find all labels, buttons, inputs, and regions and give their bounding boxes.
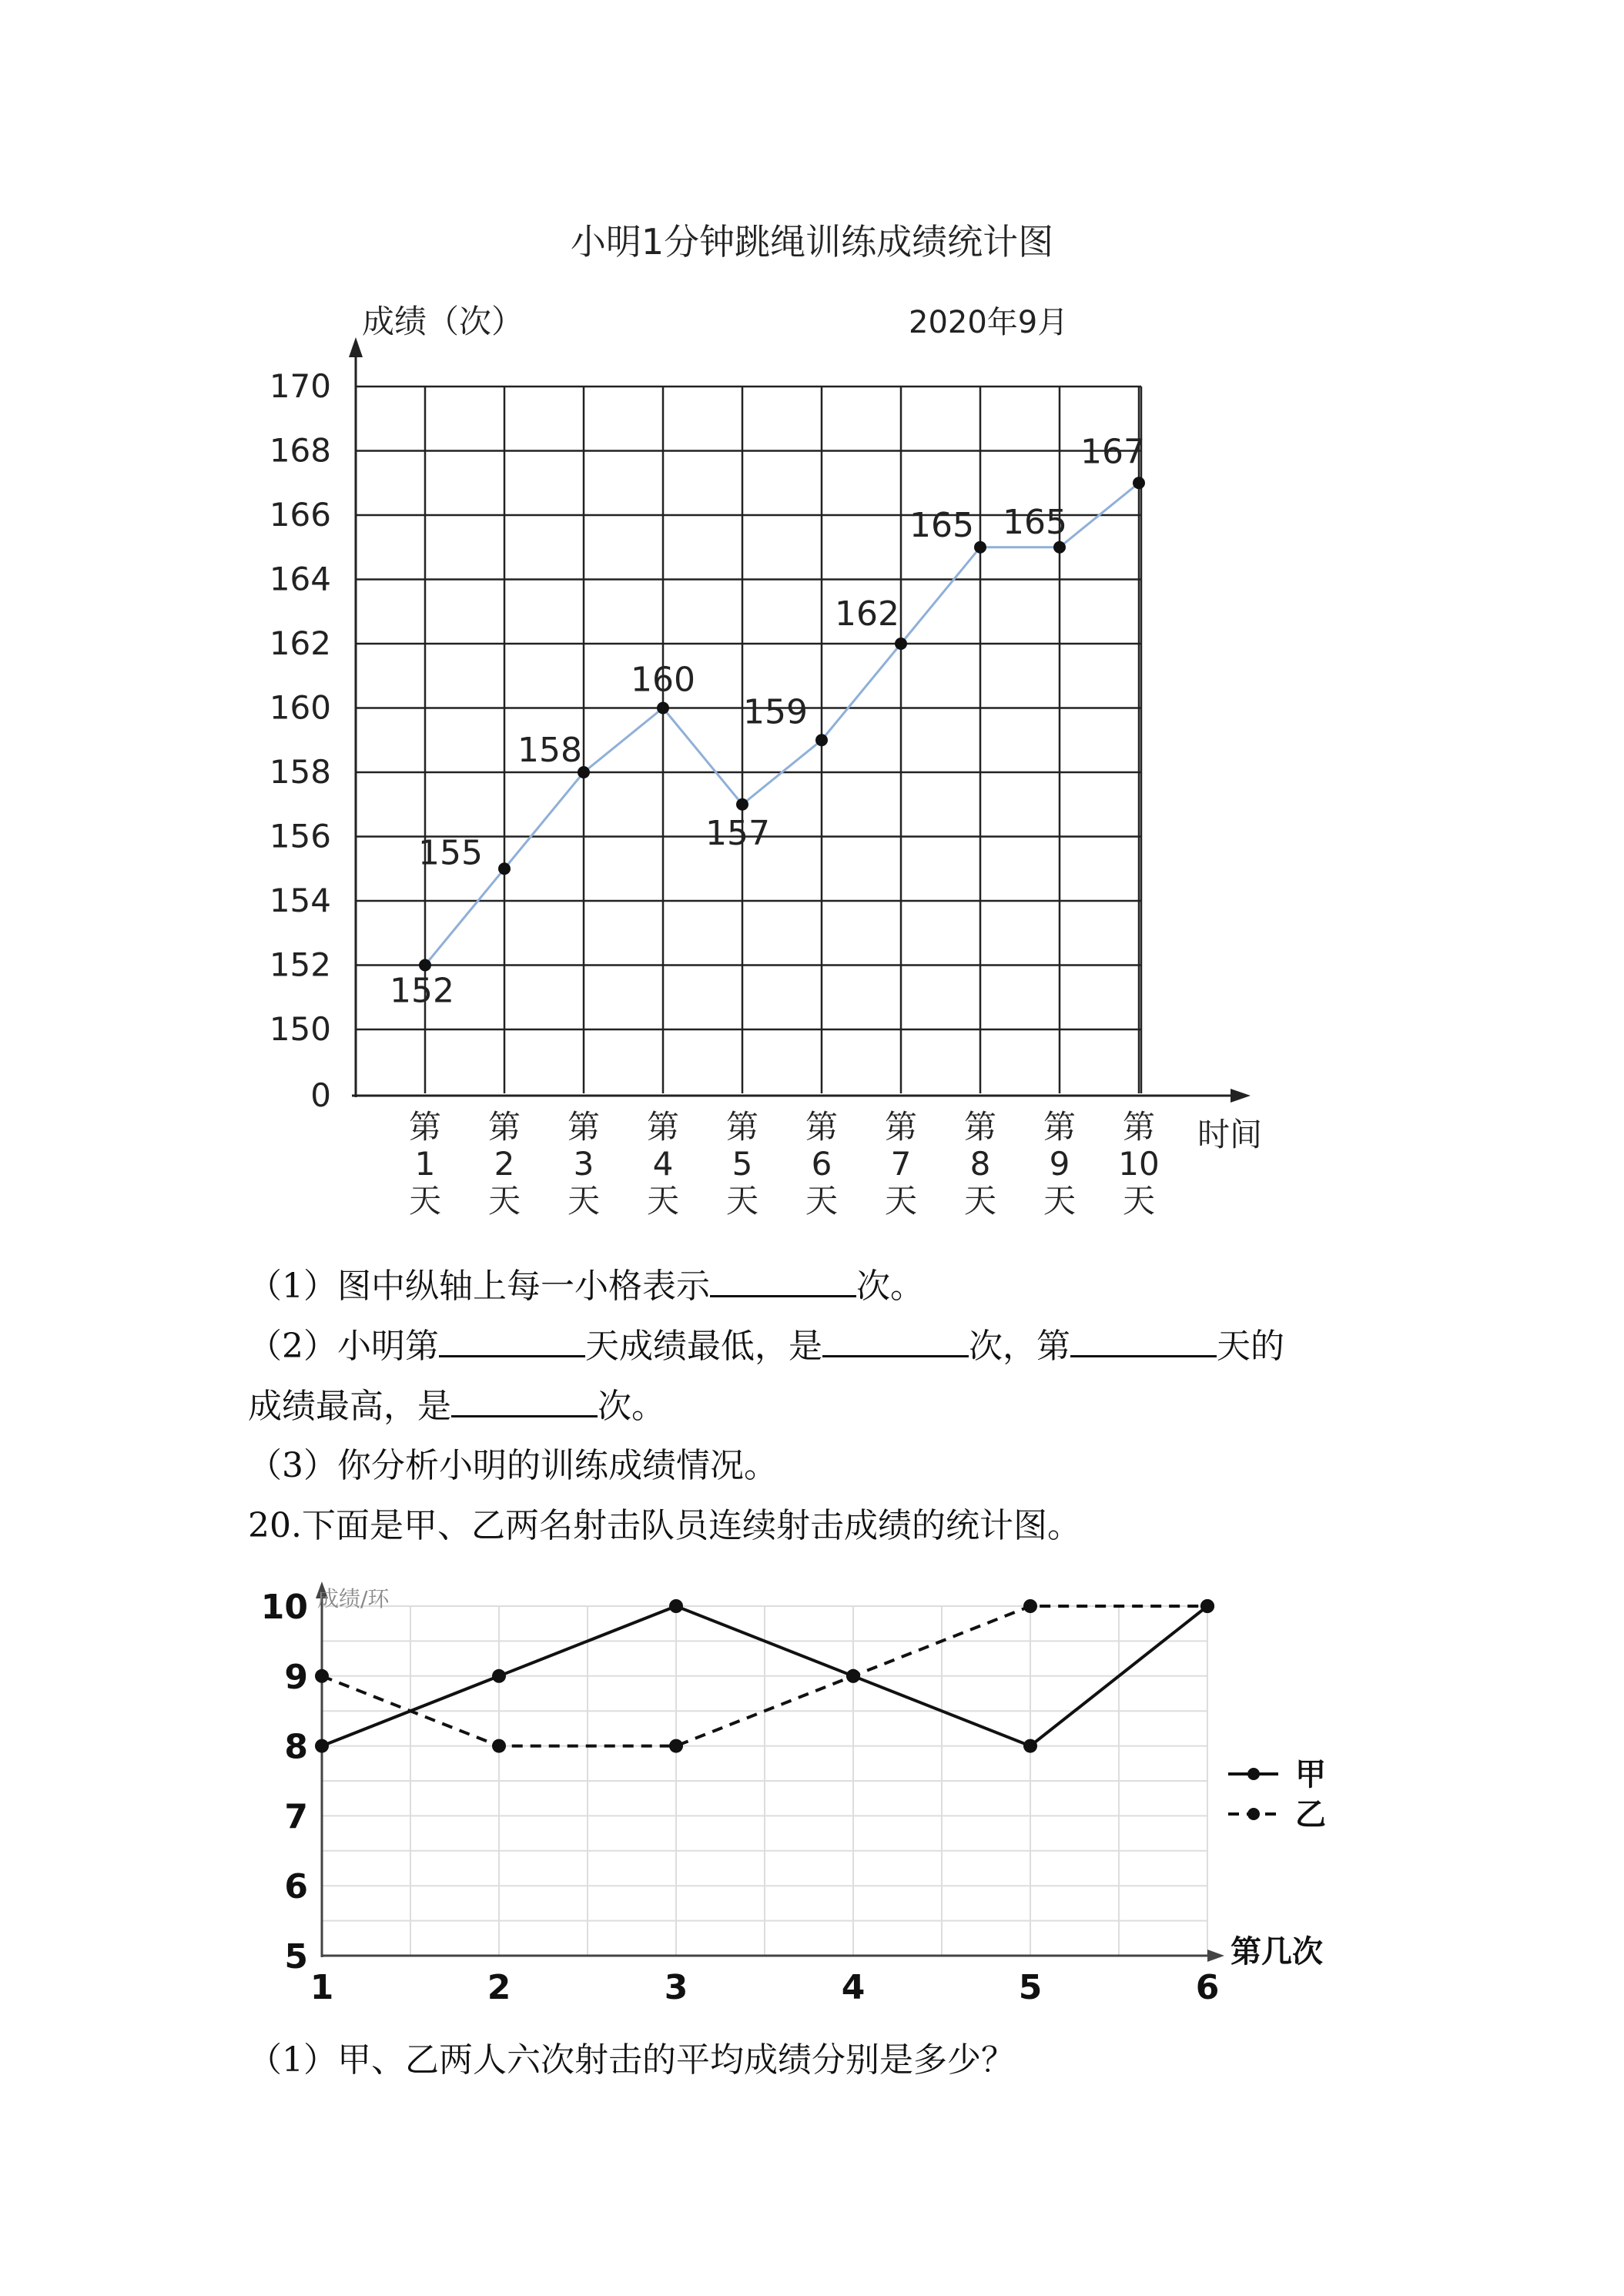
chart1-x-tick-label: 6 (811, 1145, 832, 1183)
chart1-data-point (1053, 541, 1066, 554)
chart1-x-tick-label: 天 (884, 1182, 918, 1220)
chart1-data-label: 158 (517, 731, 582, 770)
chart2-x-tick-label: 6 (1195, 1968, 1220, 2007)
chart1-y-tick-label: 154 (269, 882, 331, 919)
chart1-title: 小明1分钟跳绳训练成绩统计图 (570, 221, 1054, 263)
chart1-x-tick-label: 第 (805, 1108, 839, 1146)
chart1-y-tick-label: 168 (269, 431, 331, 470)
chart1-x-tick-label: 第 (963, 1108, 997, 1146)
chart1-data-label: 159 (743, 692, 808, 732)
chart1-x-tick-label: 第 (725, 1108, 759, 1146)
chart2-legend-label: 甲 (1295, 1757, 1326, 1792)
chart1-x-tick-label: 天 (408, 1182, 442, 1220)
chart1-x-tick-label: 第 (884, 1108, 918, 1146)
chart1-y-tick-label: 156 (269, 817, 331, 855)
chart2-y-tick-label: 10 (260, 1588, 308, 1627)
chart1-data-point (498, 862, 511, 875)
chart1-x-tick-label: 2 (494, 1145, 515, 1183)
question-20-1: （1）甲、乙两人六次射击的平均成绩分别是多少？ (248, 2040, 1015, 2080)
question-20: 20.下面是甲、乙两名射击队员连续射击成绩的统计图。 (248, 1506, 1081, 1545)
question-2-text: 天的 (1217, 1327, 1284, 1366)
chart1-data-label: 162 (835, 594, 899, 634)
chart1-x-tick-label: 第 (487, 1108, 521, 1146)
chart1-y-tick-label: 158 (269, 753, 331, 791)
chart2-legend (1228, 1757, 1326, 1832)
question-2-text: 成绩最高，是 (248, 1387, 451, 1426)
chart2-data-point-乙 (1023, 1599, 1037, 1613)
chart1-data-point (736, 798, 748, 811)
chart2-x-axis-label: 第几次 (1231, 1934, 1323, 1970)
chart1-y-tick-label: 150 (269, 1010, 331, 1048)
chart1-data-labels (390, 432, 1145, 1010)
chart1-data-label: 165 (1003, 502, 1067, 542)
chart2-grid (322, 1606, 1207, 1956)
chart2-y-tick-label: 7 (284, 1797, 308, 1837)
chart1-x-tick-label: 10 (1118, 1145, 1160, 1183)
chart1-x-tick-label: 第 (1122, 1108, 1156, 1146)
chart2-data-point-乙 (669, 1739, 683, 1753)
chart1-x-tick-label: 天 (567, 1182, 601, 1220)
answer-blank[interactable] (451, 1381, 598, 1417)
chart2-data-point-甲 (669, 1599, 683, 1613)
chart2-legend-marker (1247, 1808, 1260, 1820)
chart1-x-tick-label: 1 (414, 1145, 436, 1183)
chart1-y-tick-label: 162 (269, 624, 331, 662)
chart2-x-tick-label: 1 (310, 1968, 334, 2007)
chart2-data-point-乙 (492, 1739, 506, 1753)
chart2-x-arrow (1207, 1950, 1224, 1962)
chart1-y-tick-label: 166 (269, 496, 331, 534)
chart1-x-tick-label: 天 (487, 1182, 521, 1220)
chart1-x-tick-label: 第 (408, 1108, 442, 1146)
chart1-data-label: 167 (1080, 432, 1145, 472)
question-1-suffix: 次。 (856, 1267, 924, 1306)
chart1-grid (356, 387, 1141, 1093)
chart1-x-tick-label: 第 (646, 1108, 680, 1146)
chart1-data-point (1133, 477, 1145, 489)
chart2-data-point-乙 (315, 1669, 329, 1683)
question-2-line-2 (248, 1381, 665, 1430)
chart1-data-label: 160 (631, 660, 695, 700)
chart1-y-arrow (349, 337, 363, 357)
chart2-y-ticks (261, 1588, 308, 1976)
chart1-x-axis-label: 时间 (1197, 1116, 1263, 1153)
chart1-x-tick-label: 5 (732, 1145, 753, 1183)
question-2-text: 次，第 (969, 1327, 1070, 1366)
chart1-x-tick-label: 天 (805, 1182, 839, 1220)
chart2-x-tick-label: 2 (487, 1968, 511, 2007)
shooting-line-chart (0, 1571, 1624, 2033)
chart2-x-tick-label: 3 (664, 1968, 688, 2007)
chart1-data-label: 155 (418, 833, 483, 873)
chart1-y-tick-label: 152 (269, 946, 331, 984)
chart2-data-point-乙 (1200, 1599, 1214, 1613)
chart2-y-tick-label: 9 (284, 1657, 308, 1697)
question-2-line-1 (248, 1321, 1284, 1370)
chart2-axes (316, 1581, 1224, 1962)
chart1-x-tick-label: 7 (890, 1145, 912, 1183)
chart2-data-point-甲 (1023, 1739, 1037, 1753)
chart1-y-axis-label: 成绩（次） (362, 303, 524, 340)
question-1 (248, 1261, 924, 1310)
chart1-x-tick-label: 8 (969, 1145, 991, 1183)
chart1-x-tick-label: 第 (1043, 1108, 1077, 1146)
chart2-legend-label: 乙 (1295, 1797, 1326, 1832)
chart1-data-point (895, 638, 907, 650)
chart1-x-tick-label: 9 (1049, 1145, 1070, 1183)
question-2-text: 天成绩最低，是 (585, 1327, 822, 1366)
chart1-data-point (657, 702, 669, 715)
jump-rope-line-chart (0, 293, 1624, 1263)
question-3: （3）你分析小明的训练成绩情况。 (248, 1446, 778, 1485)
chart1-data-point (815, 734, 828, 746)
chart2-y-axis-label: 成绩/环 (317, 1586, 390, 1612)
chart2-x-tick-label: 4 (841, 1968, 866, 2007)
answer-blank[interactable] (439, 1321, 585, 1357)
chart2-data-point-乙 (846, 1669, 860, 1683)
chart1-y-tick-label: 160 (269, 688, 331, 727)
question-2-text: （2）小明第 (248, 1327, 439, 1366)
chart1-x-tick-label: 3 (573, 1145, 594, 1183)
chart1-y-tick-label: 170 (269, 367, 331, 405)
chart1-x-tick-label: 天 (963, 1182, 997, 1220)
answer-blank[interactable] (710, 1261, 856, 1297)
chart2-y-tick-label: 5 (284, 1937, 308, 1976)
chart2-data-point-甲 (315, 1739, 329, 1753)
chart2-y-tick-label: 8 (284, 1727, 308, 1767)
chart2-x-tick-label: 5 (1018, 1968, 1043, 2007)
chart1-x-tick-label: 天 (646, 1182, 680, 1220)
chart1-x-tick-label: 天 (1043, 1182, 1077, 1220)
chart1-y-tick-label: 164 (269, 560, 331, 598)
question-2-text: 次。 (598, 1387, 665, 1426)
chart1-x-ticks (409, 1108, 1160, 1220)
chart1-data-label: 165 (909, 505, 974, 545)
question-1-text: （1）图中纵轴上每一小格表示 (248, 1267, 710, 1306)
chart2-data-point-甲 (492, 1669, 506, 1683)
chart1-x-tick-label: 天 (725, 1182, 759, 1220)
chart1-subtitle: 2020年9月 (909, 305, 1069, 340)
chart1-y-ticks (270, 367, 331, 1114)
answer-blank[interactable] (822, 1321, 969, 1357)
chart1-data-point (974, 541, 986, 554)
chart1-data-label: 157 (705, 813, 770, 853)
chart1-data-point (419, 959, 431, 972)
chart2-x-ticks (310, 1968, 1220, 2007)
chart2-y-tick-label: 6 (284, 1867, 308, 1907)
chart1-data-label: 152 (390, 971, 454, 1011)
chart1-y-tick-label: 0 (310, 1076, 331, 1114)
chart1-x-arrow (1231, 1089, 1251, 1103)
chart2-legend-marker (1247, 1768, 1260, 1780)
chart1-x-tick-label: 天 (1122, 1182, 1156, 1220)
chart1-x-tick-label: 第 (567, 1108, 601, 1146)
chart1-x-tick-label: 4 (652, 1145, 674, 1183)
answer-blank[interactable] (1070, 1321, 1217, 1357)
